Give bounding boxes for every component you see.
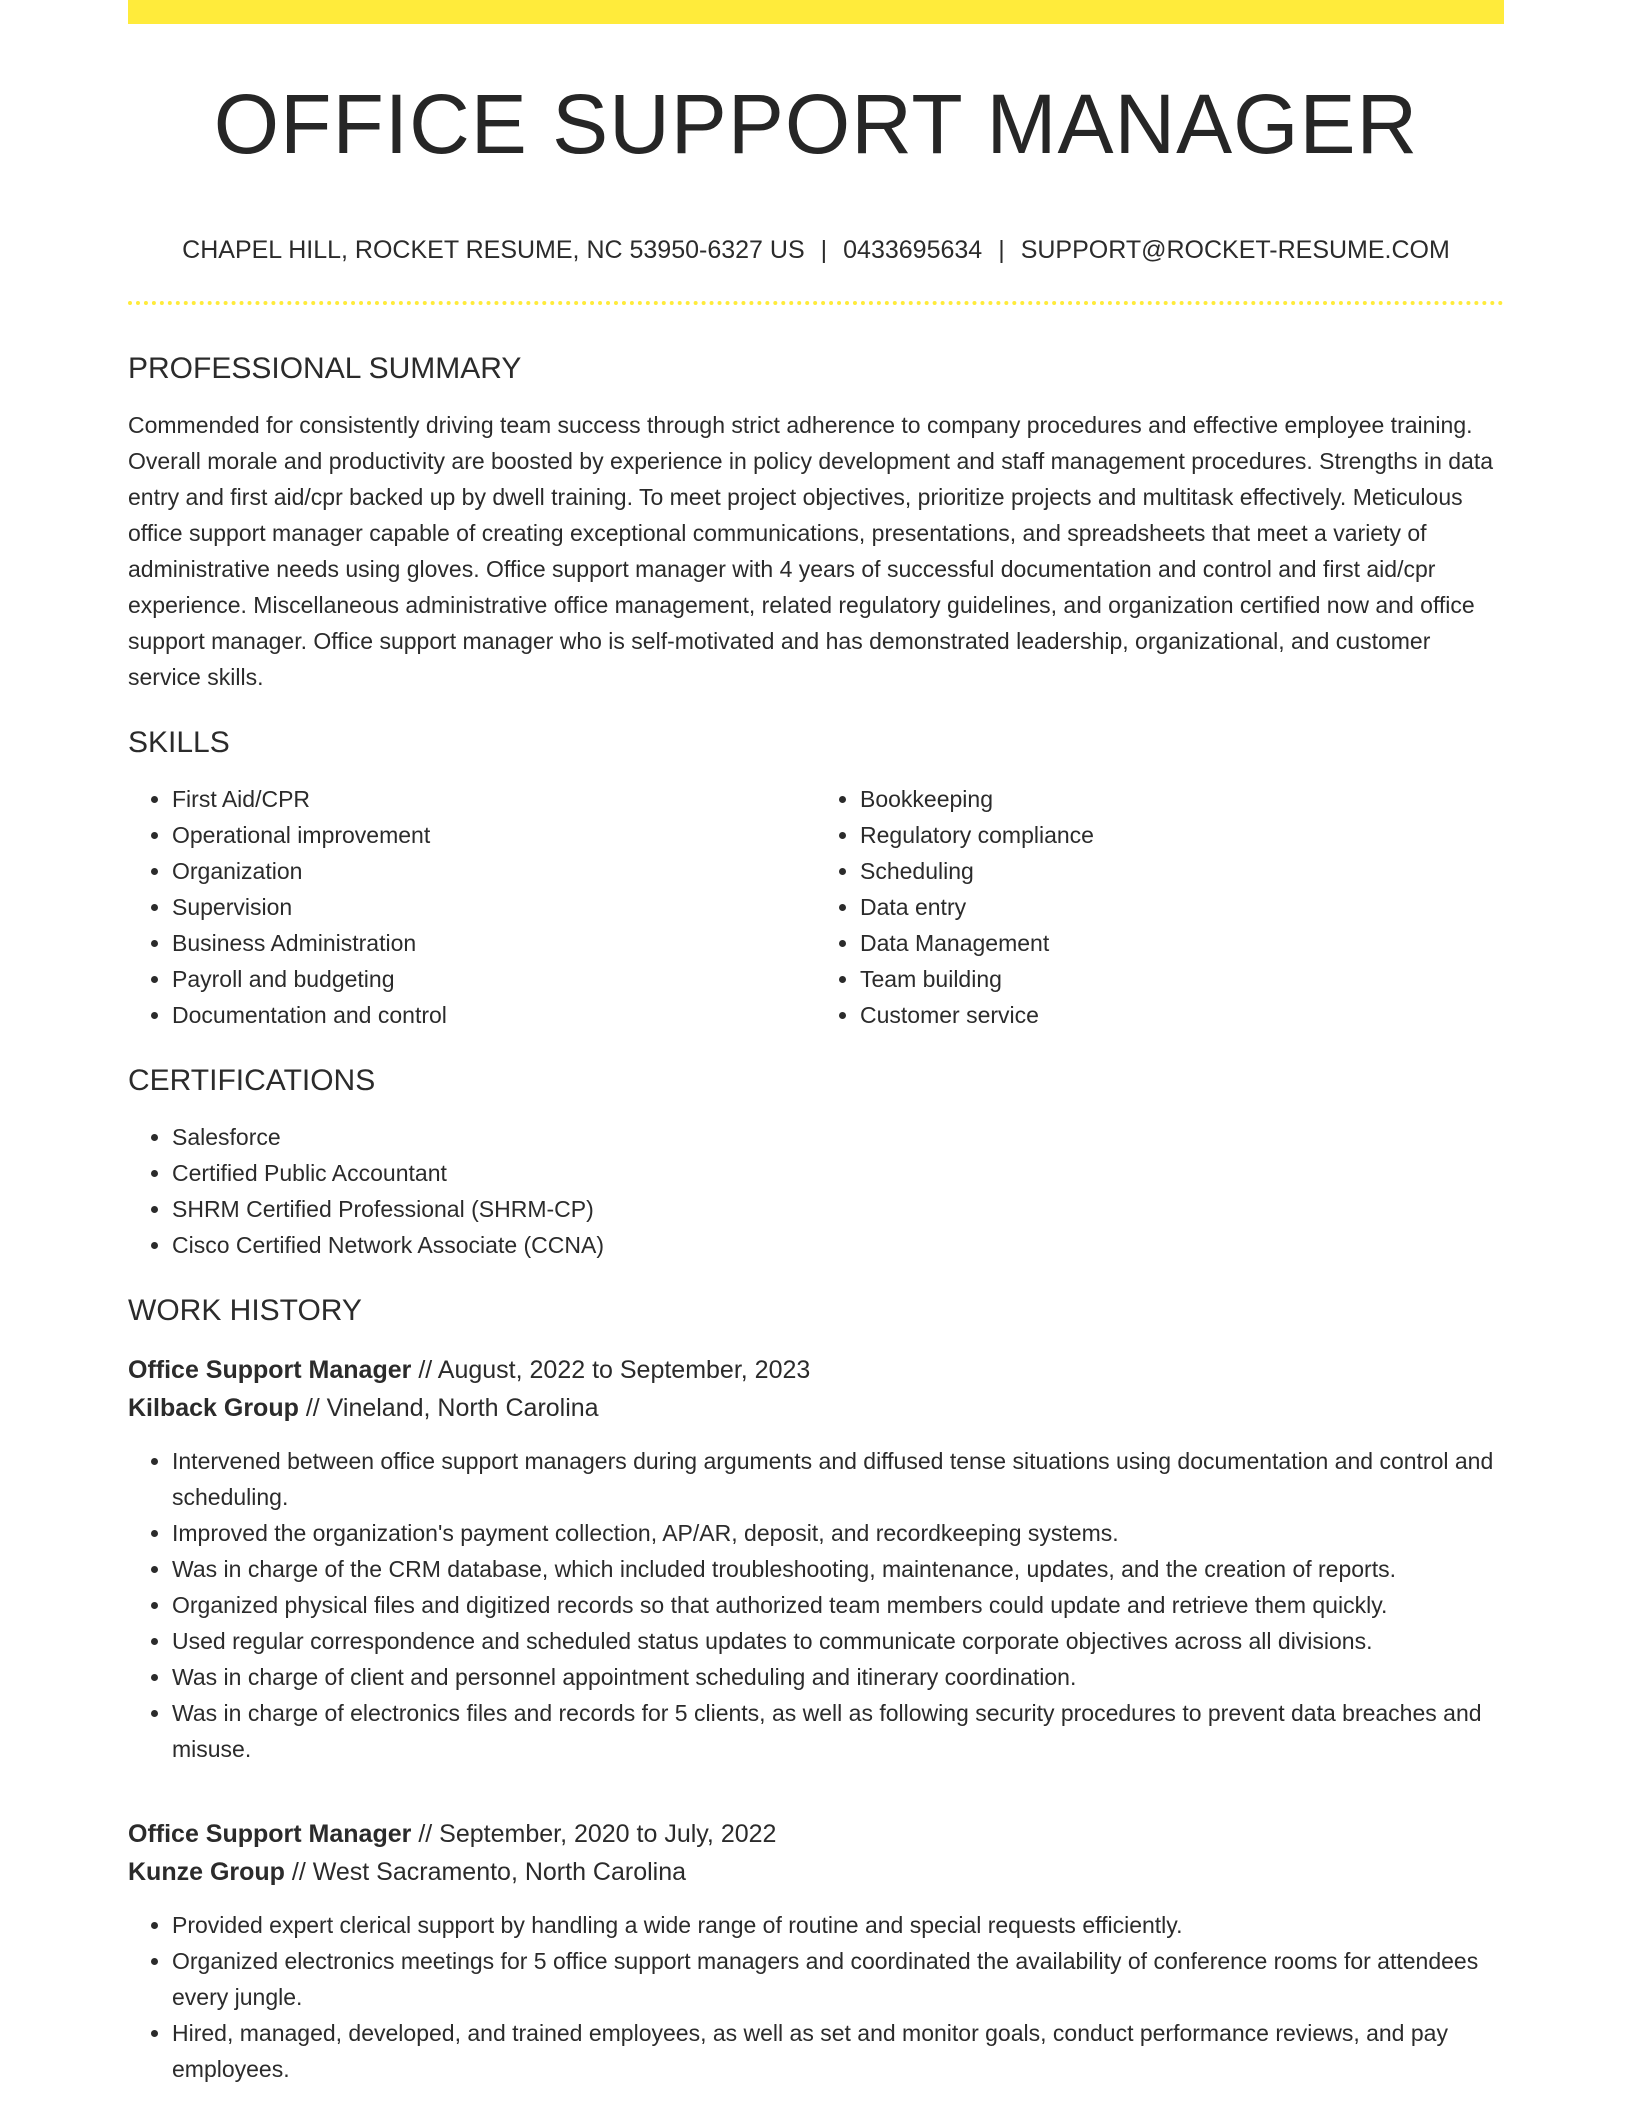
skill-item: • Customer service — [860, 997, 1504, 1033]
skill-item: • Data Management — [860, 925, 1504, 961]
job-bullet: • Improved the organization's payment collection, AP/AR, deposit, and recordkeeping systems. — [172, 1515, 1504, 1551]
skill-item: • First Aid/CPR — [172, 781, 816, 817]
job-bullet: • Organized electronics meetings for 5 office support managers and coordinated the availability of conference rooms for attendees every jungle. — [172, 1943, 1504, 2015]
certifications-list — [128, 1119, 1504, 1263]
job-bullet: • Provided expert clerical support by handling a wide range of routine and special requests efficiently. — [172, 1907, 1504, 1943]
job-role-line — [128, 1815, 1504, 1853]
skill-item: • Operational improvement — [172, 817, 816, 853]
job-location: // West Sacramento, North Carolina — [291, 1858, 687, 1886]
work-history-heading: WORK HISTORY — [128, 1294, 362, 1327]
job-entry — [128, 1815, 1504, 2087]
certification-item: • Salesforce — [172, 1119, 1504, 1155]
skill-item: • Team building — [860, 961, 1504, 997]
skill-item: • Business Administration — [172, 925, 816, 961]
contact-line — [128, 238, 1504, 263]
skill-item: • Data entry — [860, 889, 1504, 925]
job-dates: // August, 2022 to September, 2023 — [418, 1356, 811, 1384]
job-role: Office Support Manager — [128, 1356, 412, 1384]
job-bullets — [128, 1907, 1504, 2087]
job-entry — [128, 1351, 1504, 1767]
skills-list-left — [128, 781, 816, 1033]
skills-columns — [128, 781, 1504, 1033]
job-bullet: • Was in charge of electronics files and records for 5 clients, as well as following security procedures to prevent data breaches and misuse. — [172, 1695, 1504, 1767]
top-accent-bar — [128, 0, 1504, 24]
job-company-line — [128, 1853, 1504, 1891]
job-bullets — [128, 1443, 1504, 1767]
contact-phone: 0433695634 — [843, 236, 983, 264]
job-bullet: • Was in charge of the CRM database, which included troubleshooting, maintenance, updates, and the creation of reports. — [172, 1551, 1504, 1587]
skills-heading: SKILLS — [128, 726, 230, 759]
skill-item: • Payroll and budgeting — [172, 961, 816, 997]
job-bullet: • Hired, managed, developed, and trained employees, as well as set and monitor goals, conduct performance reviews, and pay employees. — [172, 2015, 1504, 2087]
certification-item: • Cisco Certified Network Associate (CCNA) — [172, 1227, 1504, 1263]
skill-item: • Regulatory compliance — [860, 817, 1504, 853]
contact-separator: | — [820, 236, 828, 264]
candidate-name: OFFICE SUPPORT MANAGER — [213, 77, 1419, 171]
summary-text: Commended for consistently driving team success through strict adherence to company procedures and effective employee training. Overall morale and productivity are boosted by experience in policy development and staff management procedures. Strengths in data entry and first aid/cpr backed up by dwell training. To meet project objectives, prioritize projects and multitask effectively. Meticulous office support manager capable of creating exceptional communications, presentations, and spreadsheets that meet a variety of administrative needs using gloves. Office support manager with 4 years of successful documentation and control and first aid/cpr experience. Miscellaneous administrative office management, related regulatory guidelines, and organization certified now and office support manager. Office support manager who is self-motivated and has demonstrated leadership, organizational, and customer service skills. — [128, 412, 1494, 690]
job-bullet: • Was in charge of client and personnel appointment scheduling and itinerary coordination. — [172, 1659, 1504, 1695]
job-bullet: • Used regular correspondence and scheduled status updates to communicate corporate objectives across all divisions. — [172, 1623, 1504, 1659]
skill-item: • Bookkeeping — [860, 781, 1504, 817]
job-bullet: • Organized physical files and digitized records so that authorized team members could update and retrieve them quickly. — [172, 1587, 1504, 1623]
job-company: Kunze Group — [128, 1858, 285, 1886]
certifications-heading: CERTIFICATIONS — [128, 1064, 376, 1097]
resume-page — [128, 0, 1504, 2087]
job-bullet: • Intervened between office support managers during arguments and diffused tense situations using documentation and control and scheduling. — [172, 1443, 1504, 1515]
summary-heading: PROFESSIONAL SUMMARY — [128, 352, 522, 385]
job-dates: // September, 2020 to July, 2022 — [418, 1820, 777, 1848]
certification-item: • Certified Public Accountant — [172, 1155, 1504, 1191]
skill-item: • Documentation and control — [172, 997, 816, 1033]
job-company: Kilback Group — [128, 1394, 299, 1422]
skill-item: • Supervision — [172, 889, 816, 925]
job-role-line — [128, 1351, 1504, 1389]
dotted-divider — [128, 301, 1504, 305]
certification-item: • SHRM Certified Professional (SHRM-CP) — [172, 1191, 1504, 1227]
skills-list-right — [816, 781, 1504, 1033]
contact-separator: | — [998, 236, 1005, 264]
job-role: Office Support Manager — [128, 1820, 412, 1848]
skill-item: • Scheduling — [860, 853, 1504, 889]
skill-item: • Organization — [172, 853, 816, 889]
job-company-line — [128, 1389, 1504, 1427]
contact-email: SUPPORT@ROCKET-RESUME.COM — [1020, 236, 1450, 264]
job-location: // Vineland, North Carolina — [305, 1394, 599, 1422]
contact-address: CHAPEL HILL, ROCKET RESUME, NC 53950-6327 US — [182, 236, 805, 264]
